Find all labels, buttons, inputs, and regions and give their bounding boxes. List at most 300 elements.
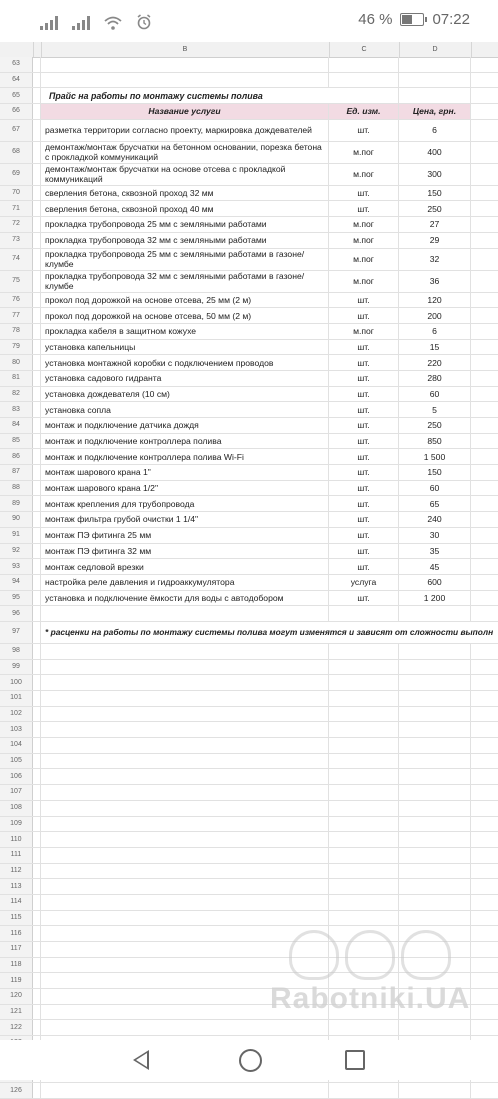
row-number[interactable]: 97	[0, 622, 33, 643]
row-number[interactable]: 118	[0, 958, 33, 973]
cell-e[interactable]	[471, 449, 498, 464]
cell-c[interactable]: шт.	[329, 293, 399, 308]
cell-b[interactable]	[41, 895, 329, 910]
cell-b[interactable]: Название услуги	[41, 104, 329, 119]
cell-d[interactable]	[399, 848, 471, 863]
cell-c[interactable]	[329, 769, 399, 784]
cell-d[interactable]	[399, 606, 471, 621]
row-number[interactable]: 96	[0, 606, 33, 621]
cell-d[interactable]: 6	[399, 120, 471, 141]
row-number[interactable]: 126	[0, 1083, 33, 1098]
cell-e[interactable]	[471, 926, 498, 941]
cell-b[interactable]	[41, 785, 329, 800]
cell-e[interactable]	[471, 707, 498, 722]
row-number[interactable]: 117	[0, 942, 33, 957]
row-number[interactable]: 90	[0, 512, 33, 527]
cell-d[interactable]: 850	[399, 434, 471, 449]
row-number[interactable]: 84	[0, 418, 33, 433]
cell-d[interactable]	[399, 754, 471, 769]
cell-d[interactable]	[399, 1083, 471, 1098]
cell-a[interactable]	[33, 142, 41, 163]
cell-c[interactable]	[329, 848, 399, 863]
cell-d[interactable]	[399, 57, 471, 72]
cell-b[interactable]	[41, 660, 329, 675]
cell-c[interactable]	[329, 817, 399, 832]
cell-a[interactable]	[33, 249, 41, 270]
cell-b[interactable]	[41, 801, 329, 816]
cell-a[interactable]	[33, 738, 41, 753]
cell-b[interactable]	[41, 911, 329, 926]
row-number[interactable]: 73	[0, 233, 33, 248]
cell-a[interactable]	[33, 434, 41, 449]
cell-a[interactable]	[33, 449, 41, 464]
row-number[interactable]: 114	[0, 895, 33, 910]
cell-e[interactable]	[471, 864, 498, 879]
cell-a[interactable]	[33, 528, 41, 543]
cell-a[interactable]	[33, 324, 41, 339]
cell-d[interactable]: 27	[399, 217, 471, 232]
cell-a[interactable]	[33, 201, 41, 216]
cell-a[interactable]	[33, 660, 41, 675]
cell-b[interactable]	[41, 848, 329, 863]
cell-a[interactable]	[33, 707, 41, 722]
cell-a[interactable]	[33, 644, 41, 659]
cell-b[interactable]: демонтаж/монтаж брусчатки на бетонном основании, порезка бетона с прокладкой коммуникаций	[41, 142, 329, 163]
row-number[interactable]: 77	[0, 308, 33, 323]
cell-e[interactable]	[471, 481, 498, 496]
cell-c[interactable]: шт.	[329, 371, 399, 386]
cell-b[interactable]	[41, 675, 329, 690]
cell-e[interactable]	[471, 1020, 498, 1035]
cell-c[interactable]	[329, 606, 399, 621]
cell-a[interactable]	[33, 754, 41, 769]
cell-d[interactable]: 600	[399, 575, 471, 590]
cell-c[interactable]: шт.	[329, 559, 399, 574]
cell-c[interactable]: услуга	[329, 575, 399, 590]
cell-b[interactable]: установка садового гидранта	[41, 371, 329, 386]
cell-a[interactable]	[33, 387, 41, 402]
cell-e[interactable]	[471, 164, 498, 185]
cell-d[interactable]: 1 200	[399, 591, 471, 606]
cell-c[interactable]	[329, 57, 399, 72]
cell-c[interactable]: шт.	[329, 201, 399, 216]
cell-a[interactable]	[33, 544, 41, 559]
row-number[interactable]: 101	[0, 691, 33, 706]
cell-c[interactable]	[329, 660, 399, 675]
cell-e[interactable]	[471, 801, 498, 816]
cell-e[interactable]	[471, 989, 498, 1004]
cell-d[interactable]	[399, 879, 471, 894]
cell-c[interactable]	[329, 785, 399, 800]
cell-b[interactable]	[41, 1020, 329, 1035]
row-number[interactable]: 122	[0, 1020, 33, 1035]
cell-d[interactable]	[399, 817, 471, 832]
cell-d[interactable]	[399, 644, 471, 659]
column-header-c[interactable]: C	[329, 42, 400, 57]
row-number[interactable]: 111	[0, 848, 33, 863]
row-number[interactable]: 82	[0, 387, 33, 402]
cell-e[interactable]	[471, 769, 498, 784]
cell-d[interactable]	[399, 895, 471, 910]
cell-e[interactable]	[471, 528, 498, 543]
cell-d[interactable]	[399, 801, 471, 816]
cell-b[interactable]: монтаж шарового крана 1"	[41, 465, 329, 480]
cell-b[interactable]: разметка территории согласно проекту, маркировка дождевателей	[41, 120, 329, 141]
cell-e[interactable]	[471, 142, 498, 163]
cell-d[interactable]: 32	[399, 249, 471, 270]
cell-b[interactable]: установка капельницы	[41, 340, 329, 355]
cell-a[interactable]	[33, 402, 41, 417]
cell-a[interactable]	[33, 1020, 41, 1035]
cell-d[interactable]: 150	[399, 186, 471, 201]
row-number[interactable]: 93	[0, 559, 33, 574]
cell-b[interactable]	[41, 832, 329, 847]
cell-a[interactable]	[33, 722, 41, 737]
row-number[interactable]: 116	[0, 926, 33, 941]
cell-a[interactable]	[33, 817, 41, 832]
home-button[interactable]	[239, 1049, 262, 1072]
cell-b[interactable]	[41, 769, 329, 784]
cell-c[interactable]	[329, 754, 399, 769]
row-number[interactable]: 67	[0, 120, 33, 141]
cell-a[interactable]	[33, 606, 41, 621]
row-number[interactable]: 83	[0, 402, 33, 417]
cell-a[interactable]	[33, 832, 41, 847]
row-number[interactable]: 94	[0, 575, 33, 590]
cell-c[interactable]: м.пог	[329, 233, 399, 248]
cell-a[interactable]	[33, 769, 41, 784]
cell-e[interactable]	[471, 418, 498, 433]
cell-e[interactable]	[471, 942, 498, 957]
cell-a[interactable]	[33, 926, 41, 941]
row-number[interactable]: 72	[0, 217, 33, 232]
cell-c[interactable]	[329, 911, 399, 926]
cell-e[interactable]	[471, 622, 498, 643]
cell-a[interactable]	[33, 164, 41, 185]
cell-b[interactable]: монтаж и подключение контроллера полива	[41, 434, 329, 449]
cell-a[interactable]	[33, 675, 41, 690]
cell-e[interactable]	[471, 879, 498, 894]
cell-e[interactable]	[471, 544, 498, 559]
row-number[interactable]: 70	[0, 186, 33, 201]
cell-b[interactable]: монтаж седловой врезки	[41, 559, 329, 574]
cell-d[interactable]	[399, 911, 471, 926]
cell-d[interactable]	[399, 88, 471, 103]
cell-c[interactable]: шт.	[329, 465, 399, 480]
cell-c[interactable]: м.пог	[329, 271, 399, 292]
cell-e[interactable]	[471, 88, 498, 103]
row-number[interactable]: 92	[0, 544, 33, 559]
row-number[interactable]: 87	[0, 465, 33, 480]
cell-e[interactable]	[471, 434, 498, 449]
row-number[interactable]: 88	[0, 481, 33, 496]
cell-d[interactable]	[399, 738, 471, 753]
cell-d[interactable]: 300	[399, 164, 471, 185]
cell-b[interactable]	[41, 817, 329, 832]
cell-b[interactable]	[41, 707, 329, 722]
cell-d[interactable]: 5	[399, 402, 471, 417]
cell-e[interactable]	[471, 958, 498, 973]
cell-d[interactable]	[399, 722, 471, 737]
cell-a[interactable]	[33, 989, 41, 1004]
row-number[interactable]: 121	[0, 1005, 33, 1020]
cell-e[interactable]	[471, 57, 498, 72]
cell-d[interactable]: 29	[399, 233, 471, 248]
cell-d[interactable]: 65	[399, 496, 471, 511]
cell-c[interactable]: м.пог	[329, 217, 399, 232]
cell-d[interactable]: 60	[399, 481, 471, 496]
row-number[interactable]: 104	[0, 738, 33, 753]
cell-e[interactable]	[471, 691, 498, 706]
cell-a[interactable]	[33, 512, 41, 527]
row-number[interactable]: 112	[0, 864, 33, 879]
cell-c[interactable]: шт.	[329, 481, 399, 496]
cell-e[interactable]	[471, 575, 498, 590]
cell-b[interactable]	[41, 73, 329, 88]
cell-b[interactable]	[41, 879, 329, 894]
cell-d[interactable]	[399, 707, 471, 722]
cell-e[interactable]	[471, 606, 498, 621]
cell-b[interactable]	[41, 606, 329, 621]
cell-c[interactable]: шт.	[329, 449, 399, 464]
cell-c[interactable]: шт.	[329, 387, 399, 402]
cell-e[interactable]	[471, 233, 498, 248]
cell-e[interactable]	[471, 591, 498, 606]
cell-c[interactable]	[329, 832, 399, 847]
cell-b[interactable]: прокладка трубопровода 25 мм с земляными работами в газоне/клумбе	[41, 249, 329, 270]
row-number[interactable]: 63	[0, 57, 33, 72]
cell-e[interactable]	[471, 402, 498, 417]
spreadsheet[interactable]	[0, 42, 498, 1094]
cell-b[interactable]: прокладка трубопровода 25 мм с земляными работами	[41, 217, 329, 232]
cell-b[interactable]: прокол под дорожкой на основе отсева, 25 мм (2 м)	[41, 293, 329, 308]
cell-b[interactable]	[41, 738, 329, 753]
cell-d[interactable]	[399, 73, 471, 88]
cell-d[interactable]: 400	[399, 142, 471, 163]
row-number[interactable]: 66	[0, 104, 33, 119]
cell-a[interactable]	[33, 1005, 41, 1020]
cell-b[interactable]	[41, 722, 329, 737]
cell-e[interactable]	[471, 785, 498, 800]
cell-e[interactable]	[471, 249, 498, 270]
cell-a[interactable]	[33, 864, 41, 879]
cell-e[interactable]	[471, 293, 498, 308]
cell-d[interactable]	[399, 1020, 471, 1035]
row-number[interactable]: 79	[0, 340, 33, 355]
row-number[interactable]: 98	[0, 644, 33, 659]
column-header-d[interactable]: D	[399, 42, 472, 57]
cell-e[interactable]	[471, 559, 498, 574]
row-number[interactable]: 107	[0, 785, 33, 800]
cell-e[interactable]	[471, 911, 498, 926]
cell-a[interactable]	[33, 217, 41, 232]
cell-c[interactable]: шт.	[329, 308, 399, 323]
cell-a[interactable]	[33, 481, 41, 496]
cell-d[interactable]: 280	[399, 371, 471, 386]
cell-b[interactable]: монтаж ПЭ фитинга 25 мм	[41, 528, 329, 543]
cell-b[interactable]: прокладка трубопровода 32 мм с земляными работами в газоне/клумбе	[41, 271, 329, 292]
cell-a[interactable]	[33, 418, 41, 433]
row-number[interactable]: 110	[0, 832, 33, 847]
row-number[interactable]: 80	[0, 355, 33, 370]
row-number[interactable]: 76	[0, 293, 33, 308]
cell-c[interactable]	[329, 73, 399, 88]
cell-e[interactable]	[471, 308, 498, 323]
cell-d[interactable]: Цена, грн.	[399, 104, 471, 119]
cell-d[interactable]: 240	[399, 512, 471, 527]
cell-d[interactable]	[399, 660, 471, 675]
cell-a[interactable]	[33, 1083, 41, 1098]
row-number[interactable]: 109	[0, 817, 33, 832]
cell-c[interactable]	[329, 1020, 399, 1035]
row-number[interactable]: 113	[0, 879, 33, 894]
cell-e[interactable]	[471, 217, 498, 232]
cell-d[interactable]: 36	[399, 271, 471, 292]
cell-a[interactable]	[33, 911, 41, 926]
row-number[interactable]: 115	[0, 911, 33, 926]
cell-d[interactable]: 15	[399, 340, 471, 355]
cell-e[interactable]	[471, 271, 498, 292]
cell-e[interactable]	[471, 387, 498, 402]
cell-c[interactable]: Ед. изм.	[329, 104, 399, 119]
cell-e[interactable]	[471, 355, 498, 370]
row-number[interactable]: 105	[0, 754, 33, 769]
cell-d[interactable]: 200	[399, 308, 471, 323]
cell-c[interactable]: шт.	[329, 496, 399, 511]
cell-c[interactable]: шт.	[329, 591, 399, 606]
row-number[interactable]: 65	[0, 88, 33, 103]
cell-b[interactable]	[41, 1083, 329, 1098]
cell-b[interactable]	[41, 88, 329, 103]
cell-b[interactable]: установка и подключение ёмкости для воды с автодобором	[41, 591, 329, 606]
cell-a[interactable]	[33, 575, 41, 590]
cell-b[interactable]: монтаж крепления для трубопровода	[41, 496, 329, 511]
cell-e[interactable]	[471, 675, 498, 690]
cell-c[interactable]	[329, 1083, 399, 1098]
cell-d[interactable]: 35	[399, 544, 471, 559]
cell-e[interactable]	[471, 1005, 498, 1020]
cell-e[interactable]	[471, 738, 498, 753]
cell-e[interactable]	[471, 340, 498, 355]
cell-c[interactable]: м.пог	[329, 164, 399, 185]
cell-a[interactable]	[33, 88, 41, 103]
cell-a[interactable]	[33, 465, 41, 480]
cell-a[interactable]	[33, 559, 41, 574]
cell-d[interactable]	[399, 785, 471, 800]
cell-a[interactable]	[33, 355, 41, 370]
cell-b[interactable]: установка монтажной коробки с подключением проводов	[41, 355, 329, 370]
cell-a[interactable]	[33, 233, 41, 248]
cell-e[interactable]	[471, 848, 498, 863]
cell-e[interactable]	[471, 104, 498, 119]
row-number[interactable]: 86	[0, 449, 33, 464]
cell-e[interactable]	[471, 722, 498, 737]
cell-c[interactable]: м.пог	[329, 142, 399, 163]
cell-c[interactable]: шт.	[329, 512, 399, 527]
cell-a[interactable]	[33, 801, 41, 816]
column-header-e[interactable]	[471, 42, 498, 57]
cell-e[interactable]	[471, 1083, 498, 1098]
cell-a[interactable]	[33, 371, 41, 386]
recent-apps-button[interactable]	[345, 1050, 365, 1070]
cell-b[interactable]: монтаж шарового крана 1/2"	[41, 481, 329, 496]
cell-d[interactable]: 45	[399, 559, 471, 574]
row-number[interactable]: 81	[0, 371, 33, 386]
cell-c[interactable]: шт.	[329, 120, 399, 141]
cell-d[interactable]: 220	[399, 355, 471, 370]
row-number[interactable]: 120	[0, 989, 33, 1004]
cell-d[interactable]: 60	[399, 387, 471, 402]
cell-c[interactable]	[329, 879, 399, 894]
row-number[interactable]: 108	[0, 801, 33, 816]
cell-e[interactable]	[471, 201, 498, 216]
cell-d[interactable]: 250	[399, 418, 471, 433]
cell-c[interactable]	[329, 644, 399, 659]
cell-a[interactable]	[33, 879, 41, 894]
row-number[interactable]: 75	[0, 271, 33, 292]
cell-b[interactable]: монтаж и подключение датчика дождя	[41, 418, 329, 433]
cell-e[interactable]	[471, 73, 498, 88]
cell-b[interactable]	[41, 691, 329, 706]
cell-d[interactable]	[399, 675, 471, 690]
cell-c[interactable]	[329, 691, 399, 706]
row-number[interactable]: 64	[0, 73, 33, 88]
back-button[interactable]	[133, 1050, 149, 1070]
cell-a[interactable]	[33, 104, 41, 119]
cell-e[interactable]	[471, 324, 498, 339]
cell-e[interactable]	[471, 371, 498, 386]
row-number[interactable]: 91	[0, 528, 33, 543]
row-number[interactable]: 99	[0, 660, 33, 675]
cell-e[interactable]	[471, 465, 498, 480]
row-number[interactable]: 106	[0, 769, 33, 784]
row-number[interactable]: 119	[0, 973, 33, 988]
cell-a[interactable]	[33, 340, 41, 355]
cell-b[interactable]: прокол под дорожкой на основе отсева, 50 мм (2 м)	[41, 308, 329, 323]
row-number[interactable]: 100	[0, 675, 33, 690]
cell-b[interactable]: установка сопла	[41, 402, 329, 417]
cell-a[interactable]	[33, 120, 41, 141]
column-header-b[interactable]: B	[41, 42, 330, 57]
cell-c[interactable]: шт.	[329, 355, 399, 370]
cell-a[interactable]	[33, 958, 41, 973]
cell-a[interactable]	[33, 591, 41, 606]
cell-c[interactable]	[329, 675, 399, 690]
cell-e[interactable]	[471, 512, 498, 527]
cell-b[interactable]: сверления бетона, сквозной проход 32 мм	[41, 186, 329, 201]
cell-c[interactable]: шт.	[329, 186, 399, 201]
cell-b[interactable]	[41, 57, 329, 72]
cell-e[interactable]	[471, 973, 498, 988]
cell-c[interactable]: шт.	[329, 418, 399, 433]
cell-a[interactable]	[33, 57, 41, 72]
cell-d[interactable]: 6	[399, 324, 471, 339]
cell-d[interactable]: 150	[399, 465, 471, 480]
cell-e[interactable]	[471, 754, 498, 769]
cell-b[interactable]: демонтаж/монтаж брусчатки на основе отсева с прокладкой коммуникаций	[41, 164, 329, 185]
cell-a[interactable]	[33, 973, 41, 988]
cell-e[interactable]	[471, 186, 498, 201]
cell-a[interactable]	[33, 785, 41, 800]
cell-a[interactable]	[33, 308, 41, 323]
cell-b[interactable]: установка дождевателя (10 см)	[41, 387, 329, 402]
cell-d[interactable]: 30	[399, 528, 471, 543]
cell-b[interactable]: настройка реле давления и гидроаккумулятора	[41, 575, 329, 590]
cell-a[interactable]	[33, 293, 41, 308]
cell-d[interactable]: 120	[399, 293, 471, 308]
cell-e[interactable]	[471, 895, 498, 910]
row-number[interactable]: 69	[0, 164, 33, 185]
